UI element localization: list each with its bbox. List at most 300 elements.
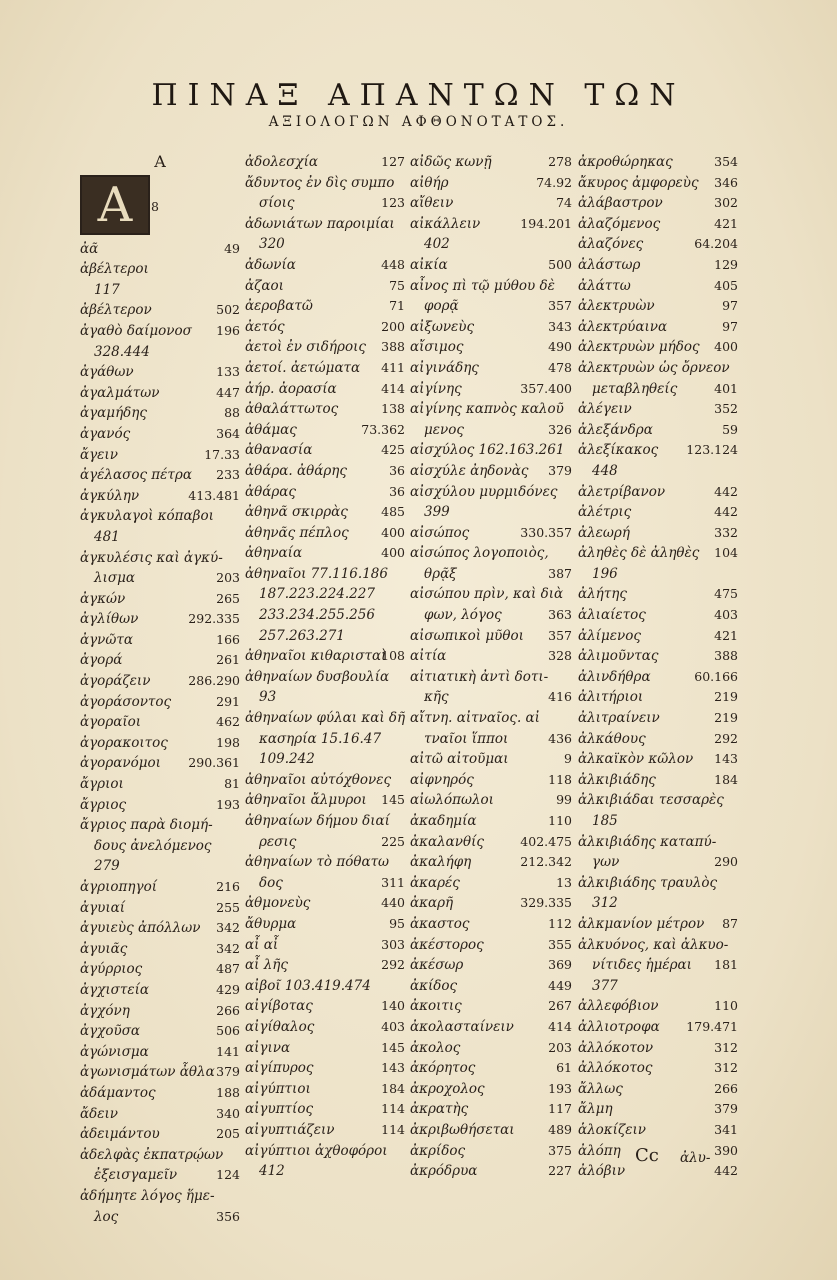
index-entry [410,852,572,873]
entry-page-ref: 118 [548,771,572,787]
entry-page-ref: 340 [216,1105,240,1121]
index-entry [245,1079,405,1100]
index-entry [245,379,405,400]
entry-page-ref: 123.124 [686,442,738,458]
entry-page-ref: 292 [714,730,738,746]
index-entry [578,1120,738,1141]
entry-page-ref: 400 [381,524,405,540]
entry-page-ref: 9 [564,751,572,767]
index-column-2 [245,152,405,1182]
index-entry [245,523,405,544]
index-entry [578,399,738,420]
entry-term: ἀλέτρις [578,504,632,521]
index-entry [578,440,738,461]
index-entry [578,502,738,523]
entry-term: ἀδωνιάτων παροιμίαι [245,215,395,232]
entry-term: ἀλεξίκακος [578,442,659,459]
entry-term: ἁλιαίετος [578,607,646,624]
entry-term: ἀγχόνη [80,1002,130,1019]
entry-page-ref: 123 [381,195,405,211]
index-entry [80,1083,240,1104]
entry-term: ἄγριοι [80,776,124,793]
entry-term: ἀλετρίβανον [578,483,666,500]
entry-page-ref: 352 [714,401,738,417]
entry-page-ref: 291 [216,693,240,709]
index-entry [80,815,240,836]
entry-term: αἶ αἶ [245,936,279,953]
entry-page-ref: 356 [216,1208,240,1224]
entry-page-ref: 110 [548,813,572,828]
entry-term: ἀκροθώρηκας [578,154,673,170]
entry-term: αἰγίθαλος [245,1018,315,1035]
entry-term: ἀήρ. ἀορασία [245,380,337,397]
index-entry [80,259,240,280]
entry-term: αἰφνηρός [410,771,474,788]
entry-term: ἀᾶ [80,240,99,257]
entry-term: ἀκριβωθήσεται [410,1121,515,1138]
entry-term: αἰκία [410,256,448,273]
index-entry [410,461,572,482]
entry-page-ref: 312 [714,1039,738,1055]
entry-page-ref: 436 [548,730,572,746]
page-title: ΠΙΝΑΞ ΑΠΑΝΤΩΝ ΤΩΝ [151,78,686,113]
entry-term: ἀλλεφόβιον [578,998,659,1015]
index-entry [245,276,405,297]
entry-page-ref: 379 [714,1101,738,1117]
index-entry [578,317,738,338]
index-entry [80,342,240,363]
entry-term: τναῖοι ἵπποι [424,730,509,747]
entry-term: κῆς [424,689,449,706]
index-entry [410,337,572,358]
index-entry [80,1186,240,1207]
entry-term: αἰκάλλειν [410,215,481,232]
entry-term: ἀγοράζειν [80,673,151,690]
entry-term: ἄδειν [80,1105,118,1122]
entry-term: μεταβληθείς [592,380,678,397]
entry-page-ref: 233 [216,467,240,483]
entry-page-ref: 212.342 [520,854,572,870]
entry-term: 279 [94,858,120,875]
index-entry [410,873,572,894]
entry-page-ref: 64.204 [694,236,738,252]
entry-page-ref: 490 [548,339,572,355]
entry-term: 412 [259,1163,285,1180]
entry-term: αἰσχύλου μυρμιδόνες [410,483,558,500]
index-entry [80,712,240,733]
entry-page-ref: 390 [714,1142,738,1158]
entry-term: ἀθανασία [245,442,313,459]
entry-page-ref: 74 [556,195,572,211]
entry-term: ἀβέλτεροι [80,261,149,278]
entry-term: αἰγίνης [410,380,462,397]
entry-page-ref: 261 [216,652,240,668]
entry-term: σίοις [259,195,295,212]
entry-page-ref: 290.361 [188,755,240,771]
entry-term: ἀγαθὸ δαίμονοσ [80,322,192,339]
index-entry [80,898,240,919]
entry-page-ref: 140 [381,998,405,1014]
index-entry [80,1062,240,1083]
entry-page-ref: 112 [548,915,572,931]
entry-term: ἀγυιαί [80,899,126,916]
entry-page-ref: 36 [389,462,405,478]
entry-term: ἄλμη [578,1101,613,1118]
entry-term: αἰδῶς κωνῇ [410,154,492,170]
entry-page-ref: 129 [714,256,738,272]
entry-page-ref: 193 [548,1080,572,1096]
entry-page-ref: 75 [389,277,405,293]
entry-page-ref: 442 [714,1163,738,1179]
entry-page-ref: 188 [216,1084,240,1100]
entry-term: ἀγοραῖοι [80,714,142,731]
index-entry [578,193,738,214]
index-entry [80,856,240,877]
entry-page-ref: 286.290 [188,673,240,689]
entry-page-ref: 97 [722,318,738,334]
index-entry [578,379,738,400]
entry-page-ref: 379 [548,462,572,478]
entry-page-ref: 145 [381,1039,405,1055]
entry-term: κασηρία 15.16.47 [259,730,382,747]
entry-page-ref: 357 [548,298,572,314]
entry-term: ἀκαρές [410,874,460,891]
entry-page-ref: 143 [714,751,738,767]
entry-term: ἀζαοι [245,277,284,294]
entry-page-ref: 387 [548,565,572,581]
index-entry [578,832,738,853]
index-entry [578,584,738,605]
index-entry [80,1145,240,1166]
entry-term: λισμα [94,570,135,587]
entry-term: ἀδάμαντος [80,1084,156,1101]
entry-term: λος [94,1208,119,1225]
entry-page-ref: 379 [216,1064,240,1080]
index-entry [410,502,572,523]
index-entry [578,749,738,770]
entry-term: αἰβοῖ 103.419.474 [245,977,371,994]
index-entry [80,795,240,816]
index-entry [410,976,572,997]
entry-term: αἰσώπος λογοποιὸς, [410,545,549,562]
entry-term: ἄγριος [80,796,127,813]
index-entry [80,939,240,960]
index-entry [578,893,738,914]
index-entry [80,774,240,795]
index-entry [245,584,405,605]
entry-term: νίτιδες ἡμέραι [592,957,692,974]
index-entry [80,383,240,404]
entry-term: ἀγορανόμοι [80,755,161,772]
index-entry [245,729,405,750]
entry-term: ἄκυρος ἀμφορεὺς [578,174,699,191]
index-entry [410,358,572,379]
entry-term: ἀκοιτις [410,998,462,1015]
index-entry [245,461,405,482]
entry-term: θρᾷξ [424,565,457,582]
entry-term: ἀθάμας [245,421,297,438]
entry-term: ἀβέλτερον [80,302,152,319]
entry-page-ref: 357 [548,627,572,643]
entry-page-ref: 413.481 [188,487,240,503]
entry-term: 93 [259,689,277,706]
index-entry [80,980,240,1001]
entry-term: 481 [94,528,120,545]
entry-term: 185 [592,813,618,829]
entry-page-ref: 99 [556,792,572,808]
entry-term: αἰτῶ αἰτοῦμαι [410,751,509,768]
entry-term: μενος [424,421,464,438]
entry-term: ἀκροχολος [410,1080,485,1097]
entry-page-ref: 442 [714,504,738,520]
index-entry [410,255,572,276]
index-entry [245,337,405,358]
entry-page-ref: 416 [548,689,572,705]
entry-page-ref: 133 [216,364,240,380]
index-entry [578,255,738,276]
index-entry [80,424,240,445]
entry-page-ref: 414 [548,1018,572,1034]
index-entry [410,1141,572,1162]
index-entry [578,523,738,544]
entry-term: αἰγίνης καπνὸς καλοῦ [410,401,564,418]
entry-page-ref: 17.33 [204,446,240,462]
index-entry [410,790,572,811]
entry-term: ἀθηνᾶς πέπλος [245,524,349,541]
entry-term: ἀκέσωρ [410,957,464,974]
index-entry [410,1058,572,1079]
index-entry [578,1058,738,1079]
entry-term: ἀκίδος [410,977,458,994]
entry-term: ἀγνῶτα [80,631,133,648]
index-entry [245,173,405,194]
entry-page-ref: 59 [722,421,738,437]
index-entry [80,1104,240,1125]
entry-term: 399 [424,504,450,521]
entry-term: ἀκαδημία [410,813,477,829]
index-entry [80,589,240,610]
entry-page-ref: 312 [714,1060,738,1076]
index-entry [80,300,240,321]
entry-term: 233.234.255.256 [259,607,375,624]
entry-term: ἀετοὶ ἐν σιδήροις [245,339,366,356]
entry-term: ἀλκιβιάδης [578,771,656,788]
index-entry [578,1099,738,1120]
index-entry [245,399,405,420]
entry-term: ἀληθὲς δὲ ἀληθὲς [578,545,700,562]
entry-term: ἀθαλάττωτος [245,401,339,418]
entry-page-ref: 421 [714,627,738,643]
entry-page-ref: 462 [216,714,240,730]
entry-page-ref: 143 [381,1060,405,1076]
entry-page-ref: 73.362 [361,421,405,437]
index-entry [410,276,572,297]
entry-term: ἀκόρητος [410,1060,476,1077]
index-entry [578,729,738,750]
index-entry [410,1038,572,1059]
entry-term: ἀλαζόνες [578,236,644,253]
entry-page-ref: 225 [381,833,405,849]
entry-term: ἀλιτήριοι [578,689,644,706]
entry-term: ἀλκυόνος, καὶ ἀλκυο- [578,936,729,953]
index-entry [410,1120,572,1141]
entry-page-ref: 388 [381,339,405,355]
entry-term: αἰσωπικοὶ μῦθοι [410,627,524,644]
index-entry [80,1124,240,1145]
entry-term: ἀλκιβιάδαι τεσσαρὲς [578,792,724,809]
entry-term: ἀλεωρή [578,524,630,541]
entry-page-ref: 117 [548,1101,572,1117]
entry-page-ref: 81 [224,776,240,792]
entry-page-ref: 71 [389,298,405,314]
entry-term: ἀγορά [80,652,123,669]
entry-page-ref: 364 [216,425,240,441]
entry-term: ἀλκιβιάδης τραυλὸς [578,874,718,891]
index-entry [578,543,738,564]
index-entry [578,976,738,997]
entry-term: ἀθηνᾶ σκιρρὰς [245,504,348,521]
entry-page-ref: 74.92 [536,174,572,190]
entry-term: ἀγαμήδης [80,405,147,422]
entry-term: ἀλλόκοτος [578,1060,653,1077]
entry-term: ἀλινδήθρα [578,668,651,685]
entry-term: ἀγχοῦσα [80,1023,141,1040]
entry-page-ref: 104 [714,545,738,561]
entry-term: ἀθηναίων τὸ πόθατω [245,854,390,871]
entry-term: αἰγινάδης [410,359,479,376]
entry-term: αἰγύπτιοι ἀχθοφόροι [245,1142,388,1159]
entry-term: ἀλεκτρυὼν μήδος [578,339,700,356]
entry-page-ref: 145 [381,792,405,808]
entry-term: 117 [94,281,120,298]
index-entry [410,564,572,585]
entry-page-ref: 194.201 [520,215,572,231]
index-entry [410,667,572,688]
entry-term: ρεσις [259,833,297,850]
entry-term: ἀθάρας [245,483,296,500]
entry-term: ἀλκιβιάδης καταπύ- [578,833,717,850]
entry-term: ἀκολος [410,1039,461,1056]
index-entry [410,234,572,255]
entry-term: ἀλιμοῦντας [578,648,659,665]
entry-page-ref: 203 [216,570,240,586]
index-entry [245,317,405,338]
index-entry [410,379,572,400]
signature-mark: Cc [635,1145,659,1166]
index-entry [578,420,738,441]
entry-page-ref: 290 [714,854,738,870]
entry-page-ref: 403 [381,1018,405,1034]
entry-term: ἀλόπη [578,1142,621,1159]
entry-page-ref: 266 [714,1080,738,1096]
entry-term: αἰσχύλος 162.163.261 [410,442,565,459]
index-entry [410,1079,572,1100]
entry-page-ref: 141 [216,1043,240,1059]
entry-term: 328.444 [94,343,150,360]
entry-term: αἰωλόπωλοι [410,792,494,809]
entry-page-ref: 357.400 [520,380,572,396]
entry-term: ἀγέλασος πέτρα [80,467,192,484]
entry-term: αἰσχύλε ἀηδονὰς [410,462,529,479]
entry-term: 402 [424,236,450,253]
entry-term: ἀδωνία [245,256,296,273]
entry-term: ἐξεισγαμεῖν [94,1167,178,1184]
entry-term: αἰθήρ [410,174,449,191]
entry-term: αἰγίπυρος [245,1060,314,1077]
entry-term: ἀθηναίων δυσβουλία [245,668,390,685]
decorated-initial-icon [80,175,159,235]
index-entry [80,403,240,424]
entry-term: 187.223.224.227 [259,586,375,603]
entry-term: ἀθηναῖοι κιθαρισταὶ [245,648,387,665]
entry-term: ἀθηναῖοι 77.116.186 [245,565,388,582]
index-entry [245,996,405,1017]
entry-page-ref: 60.166 [694,668,738,684]
index-entry [245,502,405,523]
entry-term: ἀθηναίων φύλαι καὶ δῆ [245,710,405,727]
index-entry [410,317,572,338]
entry-page-ref: 332 [714,524,738,540]
entry-term: αἰγύπτιοι [245,1080,311,1097]
entry-page-ref: 400 [714,339,738,355]
index-entry [578,914,738,935]
index-entry [578,296,738,317]
index-entry [80,918,240,939]
index-entry [578,770,738,791]
index-entry [410,935,572,956]
entry-term: 257.263.271 [259,627,345,644]
index-entry [245,832,405,853]
index-entry [245,1017,405,1038]
index-entry [245,296,405,317]
entry-term: δος [259,874,283,891]
entry-term: ἀγριοπηγοί [80,879,157,895]
index-entry [578,605,738,626]
index-entry [578,1017,738,1038]
catchword: ἀλυ- [680,1150,711,1166]
entry-page-ref: 198 [216,734,240,750]
index-column-1 [80,152,240,1227]
index-entry [410,523,572,544]
entry-page-ref: 425 [381,442,405,458]
index-entry [410,173,572,194]
entry-page-ref: 36 [389,483,405,499]
entry-term: αἴτνη. αἰτναῖος. αἰ [410,710,540,727]
index-entry [410,214,572,235]
index-entry [80,1165,240,1186]
index-entry [80,1001,240,1022]
entry-term: ἄγειν [80,446,118,463]
entry-page-ref: 311 [381,874,405,890]
entry-page-ref: 449 [548,977,572,993]
index-entry [578,482,738,503]
entry-term: ἀλεκτρύαινα [578,318,668,335]
entry-page-ref: 401 [714,380,738,396]
entry-page-ref: 343 [548,318,572,334]
index-entry [245,852,405,873]
index-entry [578,811,738,832]
entry-page-ref: 184 [381,1080,405,1096]
entry-page-ref: 114 [381,1101,405,1117]
index-entry [245,358,405,379]
index-entry [80,753,240,774]
entry-page-ref: 124 [216,1167,240,1183]
entry-page-ref: 203 [548,1039,572,1055]
entry-term: ἀετοί. ἀετώματα [245,359,361,376]
entry-page-ref: 429 [216,981,240,997]
entry-term: ἀγκών [80,590,126,607]
index-entry [245,420,405,441]
